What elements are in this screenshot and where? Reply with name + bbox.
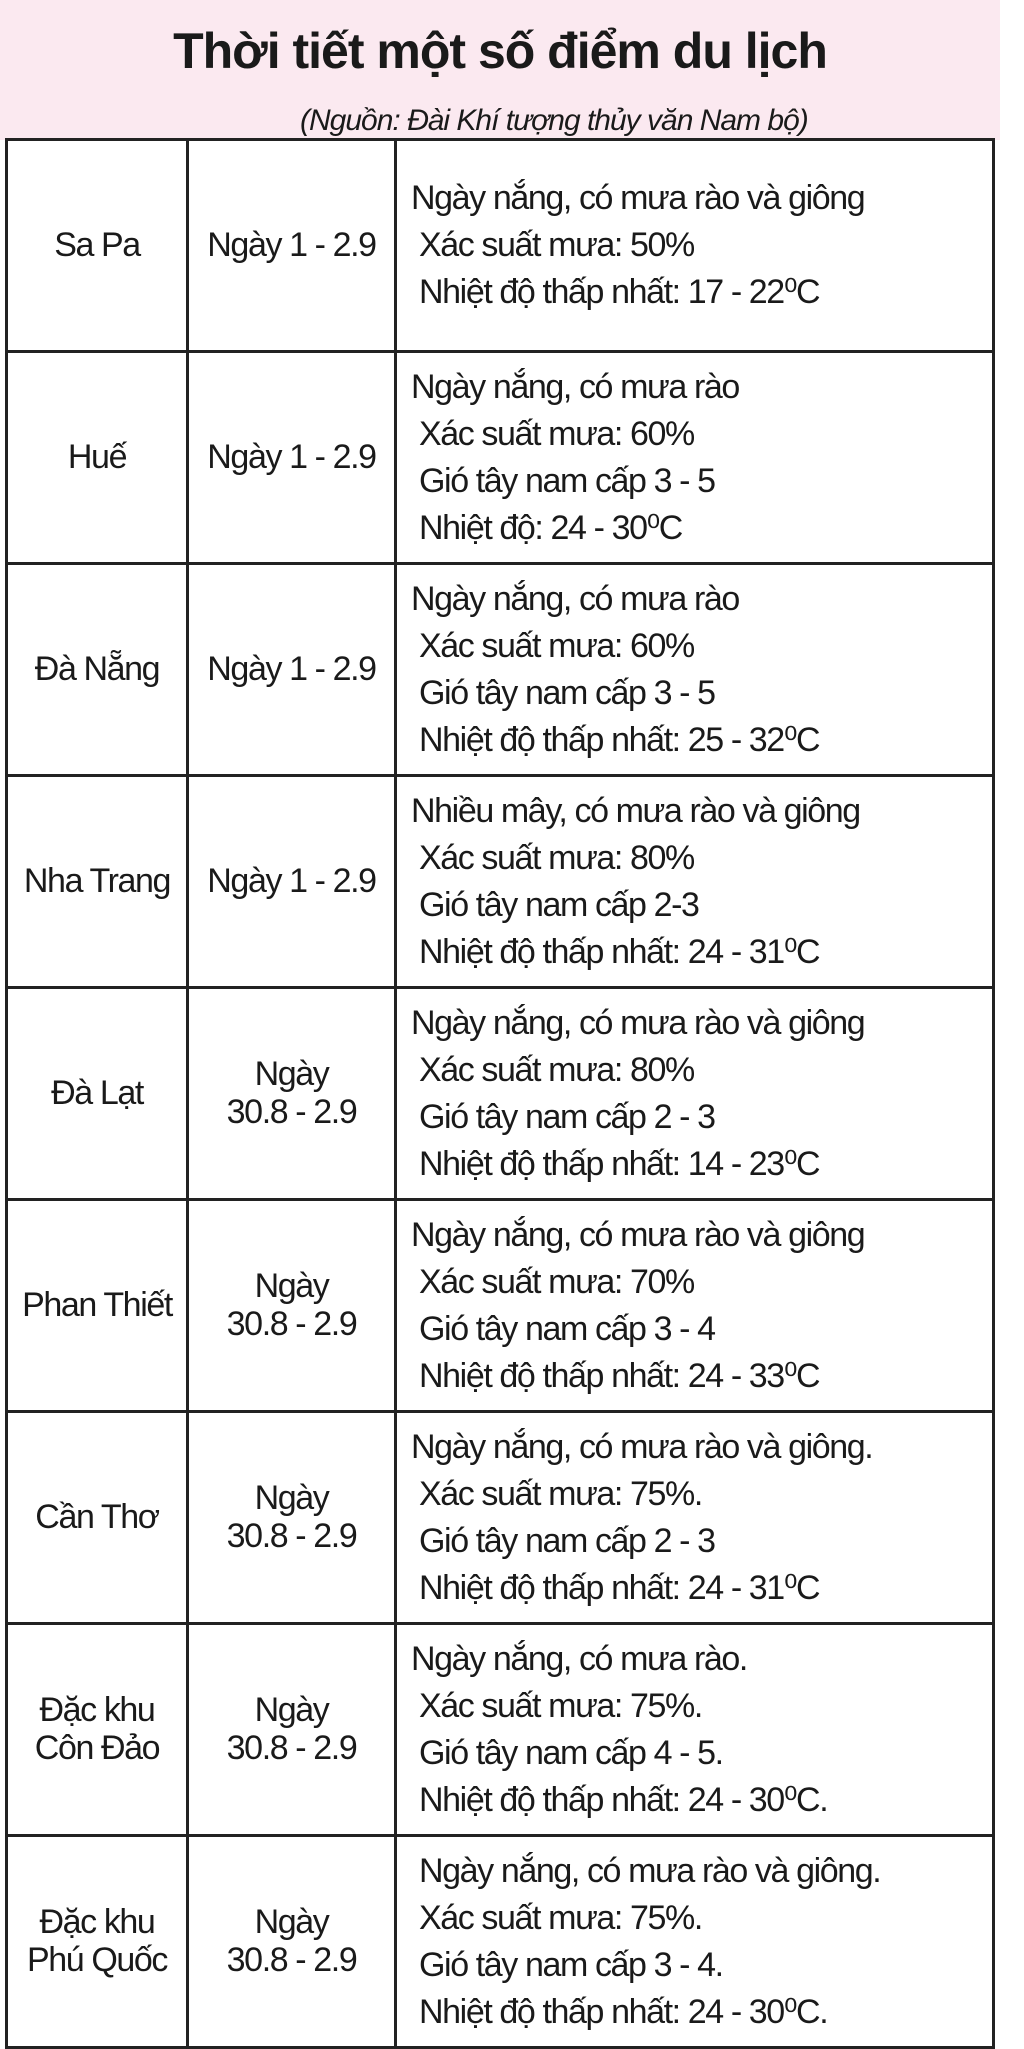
forecast-line: Nhiệt độ thấp nhất: 17 - 22⁰C (419, 273, 820, 311)
forecast-line: Gió tây nam cấp 2 - 3 (419, 1521, 715, 1560)
forecast-line: Ngày nắng, có mưa rào và giông (411, 179, 865, 217)
forecast-line: Gió tây nam cấp 3 - 4. (419, 1945, 723, 1984)
date-cell: Ngày 1 - 2.9 (189, 141, 397, 350)
forecast-cell (397, 1201, 995, 1410)
forecast-line: Xác suất mưa: 75%. (419, 1474, 702, 1513)
forecast-line: Ngày nắng, có mưa rào và giông (411, 1215, 865, 1254)
date-cell: Ngày 30.8 - 2.9 (189, 1201, 397, 1410)
forecast-line: Gió tây nam cấp 2 - 3 (419, 1097, 715, 1136)
forecast-line: Nhiệt độ thấp nhất: 14 - 23⁰C (419, 1144, 820, 1183)
place-cell: Cần Thơ (8, 1413, 189, 1622)
forecast-line: Nhiệt độ thấp nhất: 24 - 30⁰C. (419, 1992, 828, 2031)
forecast-cell (397, 1625, 995, 1834)
table-row (8, 353, 995, 565)
forecast-line: Ngày nắng, có mưa rào. (411, 1639, 747, 1678)
forecast-line: Gió tây nam cấp 4 - 5. (419, 1733, 723, 1772)
forecast-cell (397, 777, 995, 986)
forecast-line: Ngày nắng, có mưa rào và giông. (419, 1851, 881, 1890)
date-cell: Ngày 1 - 2.9 (189, 777, 397, 986)
table-row (8, 141, 995, 353)
date-cell: Ngày 30.8 - 2.9 (189, 1413, 397, 1622)
place-cell: Phan Thiết (8, 1201, 189, 1410)
forecast-line: Xác suất mưa: 60% (419, 414, 694, 453)
forecast-line: Ngày nắng, có mưa rào và giông (411, 1003, 865, 1042)
place-cell: Đặc khu Phú Quốc (8, 1837, 189, 2046)
date-cell: Ngày 30.8 - 2.9 (189, 1625, 397, 1834)
date-cell: Ngày 30.8 - 2.9 (189, 1837, 397, 2046)
forecast-line: Xác suất mưa: 75%. (419, 1898, 702, 1937)
forecast-line: Nhiệt độ thấp nhất: 24 - 31⁰C (419, 1568, 820, 1607)
forecast-cell (397, 1837, 995, 2046)
place-cell: Sa Pa (8, 141, 189, 350)
forecast-line: Gió tây nam cấp 3 - 5 (419, 461, 715, 500)
place-cell: Đà Nẵng (8, 565, 189, 774)
source-note: (Nguồn: Đài Khí tượng thủy văn Nam bộ) (300, 104, 808, 137)
date-cell: Ngày 30.8 - 2.9 (189, 989, 397, 1198)
forecast-line: Nhiệt độ: 24 - 30⁰C (419, 508, 682, 547)
forecast-line: Gió tây nam cấp 3 - 5 (419, 673, 715, 712)
forecast-line: Ngày nắng, có mưa rào và giông. (411, 1427, 873, 1466)
forecast-line: Nhiều mây, có mưa rào và giông (411, 791, 860, 830)
table-row (8, 1413, 995, 1625)
forecast-cell (397, 353, 995, 562)
table-row (8, 777, 995, 989)
forecast-cell (397, 141, 995, 350)
forecast-line: Ngày nắng, có mưa rào (411, 579, 739, 618)
place-cell: Đặc khu Côn Đảo (8, 1625, 189, 1834)
forecast-line: Nhiệt độ thấp nhất: 24 - 33⁰C (419, 1356, 820, 1395)
forecast-line: Xác suất mưa: 50% (419, 226, 694, 264)
forecast-line: Xác suất mưa: 75%. (419, 1686, 702, 1725)
forecast-cell (397, 565, 995, 774)
place-cell: Đà Lạt (8, 989, 189, 1198)
weather-table (5, 138, 995, 2049)
page-title: Thời tiết một số điểm du lịch (173, 23, 827, 79)
forecast-line: Xác suất mưa: 80% (419, 1050, 694, 1089)
table-row (8, 1837, 995, 2049)
table-row (8, 1625, 995, 1837)
forecast-line: Xác suất mưa: 70% (419, 1262, 694, 1301)
forecast-line: Xác suất mưa: 80% (419, 838, 694, 877)
forecast-line: Gió tây nam cấp 2-3 (419, 885, 699, 924)
table-row (8, 989, 995, 1201)
forecast-line: Xác suất mưa: 60% (419, 626, 694, 665)
table-row (8, 565, 995, 777)
forecast-cell (397, 989, 995, 1198)
forecast-line: Ngày nắng, có mưa rào (411, 367, 739, 406)
place-cell: Huế (8, 353, 189, 562)
forecast-line: Nhiệt độ thấp nhất: 25 - 32⁰C (419, 720, 820, 759)
forecast-line: Gió tây nam cấp 3 - 4 (419, 1309, 715, 1348)
header-banner (0, 0, 1000, 140)
date-cell: Ngày 1 - 2.9 (189, 353, 397, 562)
place-cell: Nha Trang (8, 777, 189, 986)
forecast-line: Nhiệt độ thấp nhất: 24 - 30⁰C. (419, 1780, 828, 1819)
forecast-cell (397, 1413, 995, 1622)
date-cell: Ngày 1 - 2.9 (189, 565, 397, 774)
forecast-line: Nhiệt độ thấp nhất: 24 - 31⁰C (419, 932, 820, 971)
table-row (8, 1201, 995, 1413)
